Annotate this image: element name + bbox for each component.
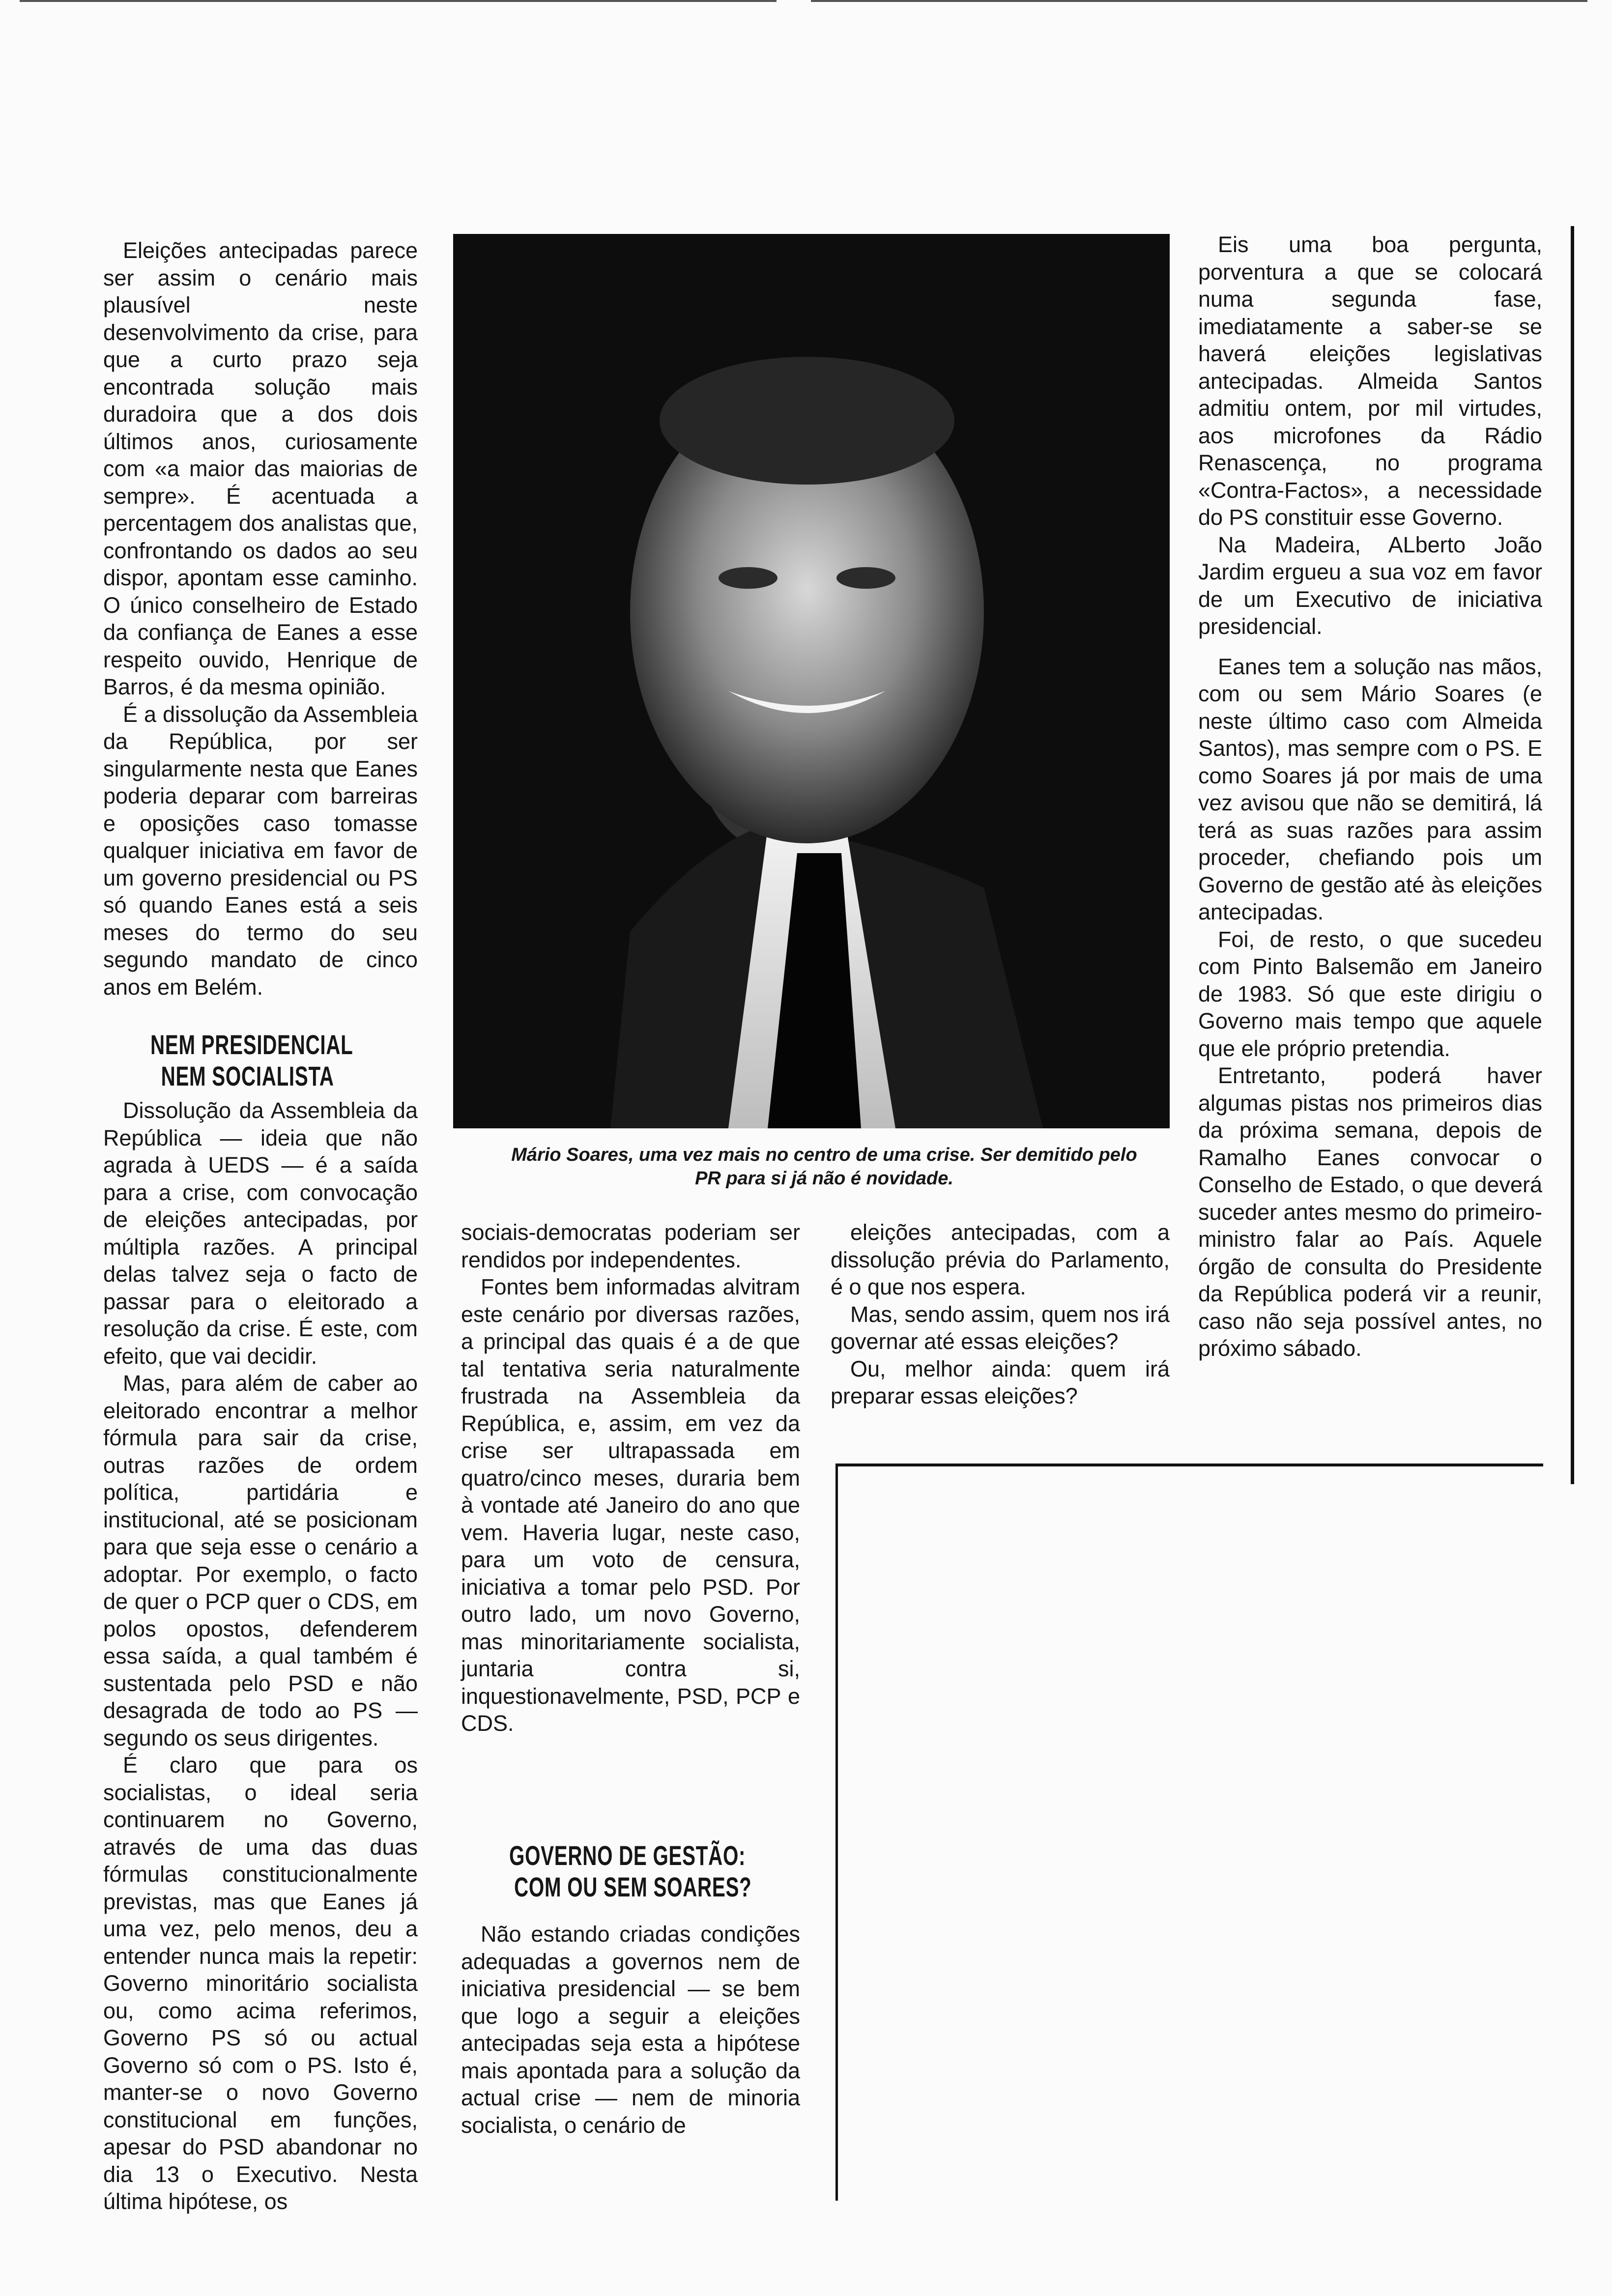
- paragraph: Mas, para além de caber ao eleitorado encontrar a melhor fórmula para sair da crise, outras razões de ordem política, partidária e institucional, até se posicionam para que seja esse o cenário a adoptar. Por exemplo, o facto de quer o PCP quer o CDS, em polos opostos, defenderem essa saída, a qual também é sustentada pelo PSD e não desagrada de todo ao PS — segundo os seus dirigentes.: [103, 1371, 418, 1751]
- paragraph: É claro que para os socialistas, o ideal seria continuarem no Governo, através de uma das duas fórmulas constitucionalmente previstas, mas que Eanes já uma vez, pelo menos, deu a entender nunca mais la repetir: Governo minoritário socialista ou, como acima referimos, Governo PS só ou actual Governo só com o PS. Isto é, manter-se o novo Governo constitucional em funções, apesar do PSD abandonar no dia 13 o Executivo. Nesta última hipótese, os: [103, 1752, 418, 2214]
- paragraph: Eis uma boa pergunta, porventura a que se colocará numa segunda fase, imediatamente a saber-se se haverá eleições legislativas antecipadas. Almeida Santos admitiu ontem, por mil virtudes, aos microfones da Rádio Renascença, no programa «Contra-Factos», a necessidade do PS constituir esse Governo.: [1198, 232, 1542, 530]
- portrait-image: [453, 234, 1170, 1128]
- article-column-2-continued: [461, 1921, 800, 2139]
- paragraph: Dissolução da Assembleia da República — ideia que não agrada à UEDS — é a saída para a crise, com convocação de eleições antecipadas, por múltipla razões. A principal delas talvez seja o facto de passar para o eleitorado a resolução da crise. É este, com efeito, que vai decidir.: [103, 1098, 418, 1369]
- column-rule-right: [1571, 226, 1574, 1484]
- photo-caption: Mário Soares, uma vez mais no centro de uma crise. Ser demitido pelo PR para si já não é novidade.: [511, 1145, 1137, 1189]
- scan-top-edge: [0, 0, 1612, 3]
- box-rule-top: [835, 1464, 1543, 1466]
- paragraph: Eleições antecipadas parece ser assim o cenário mais plausível neste desenvolvimento da crise, para que a curto prazo seja encontrada solução mais duradoira que a dos dois últimos anos, curiosamente com «a maior das maiorias de sempre». É acentuada a percentagem dos analistas que, confrontando os dados ao seu dispor, apontam esse caminho. O único conselheiro de Estado da confiança de Eanes a esse respeito ouvido, Henrique de Barros, é da mesma opinião.: [103, 238, 418, 699]
- article-column-4: [1198, 231, 1542, 1362]
- article-column-2: [461, 1219, 800, 1737]
- article-column-1-continued: [103, 1097, 418, 2215]
- subheading-governo-de-gestao: GOVERNO DE GESTÃO: COM OU SEM SOARES?: [509, 1840, 752, 1902]
- paragraph: Na Madeira, ALberto João Jardim ergueu a sua voz em favor de um Executivo de iniciativa presidencial.: [1198, 532, 1542, 639]
- paragraph: Entretanto, poderá haver algumas pistas nos primeiros dias da próxima semana, depois de Ramalho Eanes convocar o Conselho de Estado, o que deverá suceder antes mesmo do primeiro-ministro falar ao País. Aquele órgão de consulta do Presidente da República poderá vir a reunir, caso não seja possível antes, no próximo sábado.: [1198, 1063, 1542, 1361]
- box-rule-left: [835, 1464, 838, 2201]
- paragraph: Foi, de resto, o que sucedeu com Pinto Balsemão em Janeiro de 1983. Só que este dirigiu o Governo mais tempo que aquele que ele próprio pretendia.: [1198, 926, 1542, 1061]
- paragraph: Não estando criadas condições adequadas a governos nem de iniciativa presidencial — se bem que logo a seguir a eleições antecipadas seja esta a hipótese mais apontada para a solução da actual crise — nem de minoria socialista, o cenário de: [461, 1922, 800, 2138]
- paragraph: Eanes tem a solução nas mãos, com ou sem Mário Soares (e neste último caso com Almeida Santos), mas sempre com o PS. E como Soares já por mais de uma vez avisou que não se demitirá, lá terá as suas razões para assim proceder, chefiando pois um Governo de gestão até às eleições antecipadas.: [1198, 654, 1542, 924]
- article-column-1: [103, 237, 418, 1001]
- article-column-3: [831, 1219, 1170, 1410]
- paragraph: Mas, sendo assim, quem nos irá governar até essas eleições?: [831, 1301, 1170, 1354]
- paragraph: Ou, melhor ainda: quem irá preparar essas eleições?: [831, 1356, 1170, 1408]
- paragraph: sociais-democratas poderiam ser rendidos por independentes.: [461, 1220, 800, 1272]
- paragraph: É a dissolução da Assembleia da República, por ser singularmente nesta que Eanes poderia deparar com barreiras e oposições caso tomasse qualquer iniciativa em favor de um governo presidencial ou PS só quando Eanes está a seis meses do termo do seu segundo mandato de cinco anos em Belém.: [103, 701, 418, 1000]
- subheading-nem-presidencial: NEM PRESIDENCIAL NEM SOCIALISTA: [150, 1029, 353, 1091]
- paragraph: Fontes bem informadas alvitram este cenário por diversas razões, a principal das quais é a de que tal tentativa seria naturalmente frustrada na Assembleia da República, e, assim, em vez da crise ser ultrapassada em quatro/cinco meses, duraria bem à vontade até Janeiro do ano que vem. Haveria lugar, neste caso, para um voto de censura, iniciativa a tomar pelo PSD. Por outro lado, um novo Governo, mas minoritariamente socialista, juntaria contra si, inquestionavelmente, PSD, PCP e CDS.: [461, 1274, 800, 1736]
- photo-mario-soares: [453, 234, 1170, 1128]
- paragraph: eleições antecipadas, com a dissolução prévia do Parlamento, é o que nos espera.: [831, 1220, 1170, 1299]
